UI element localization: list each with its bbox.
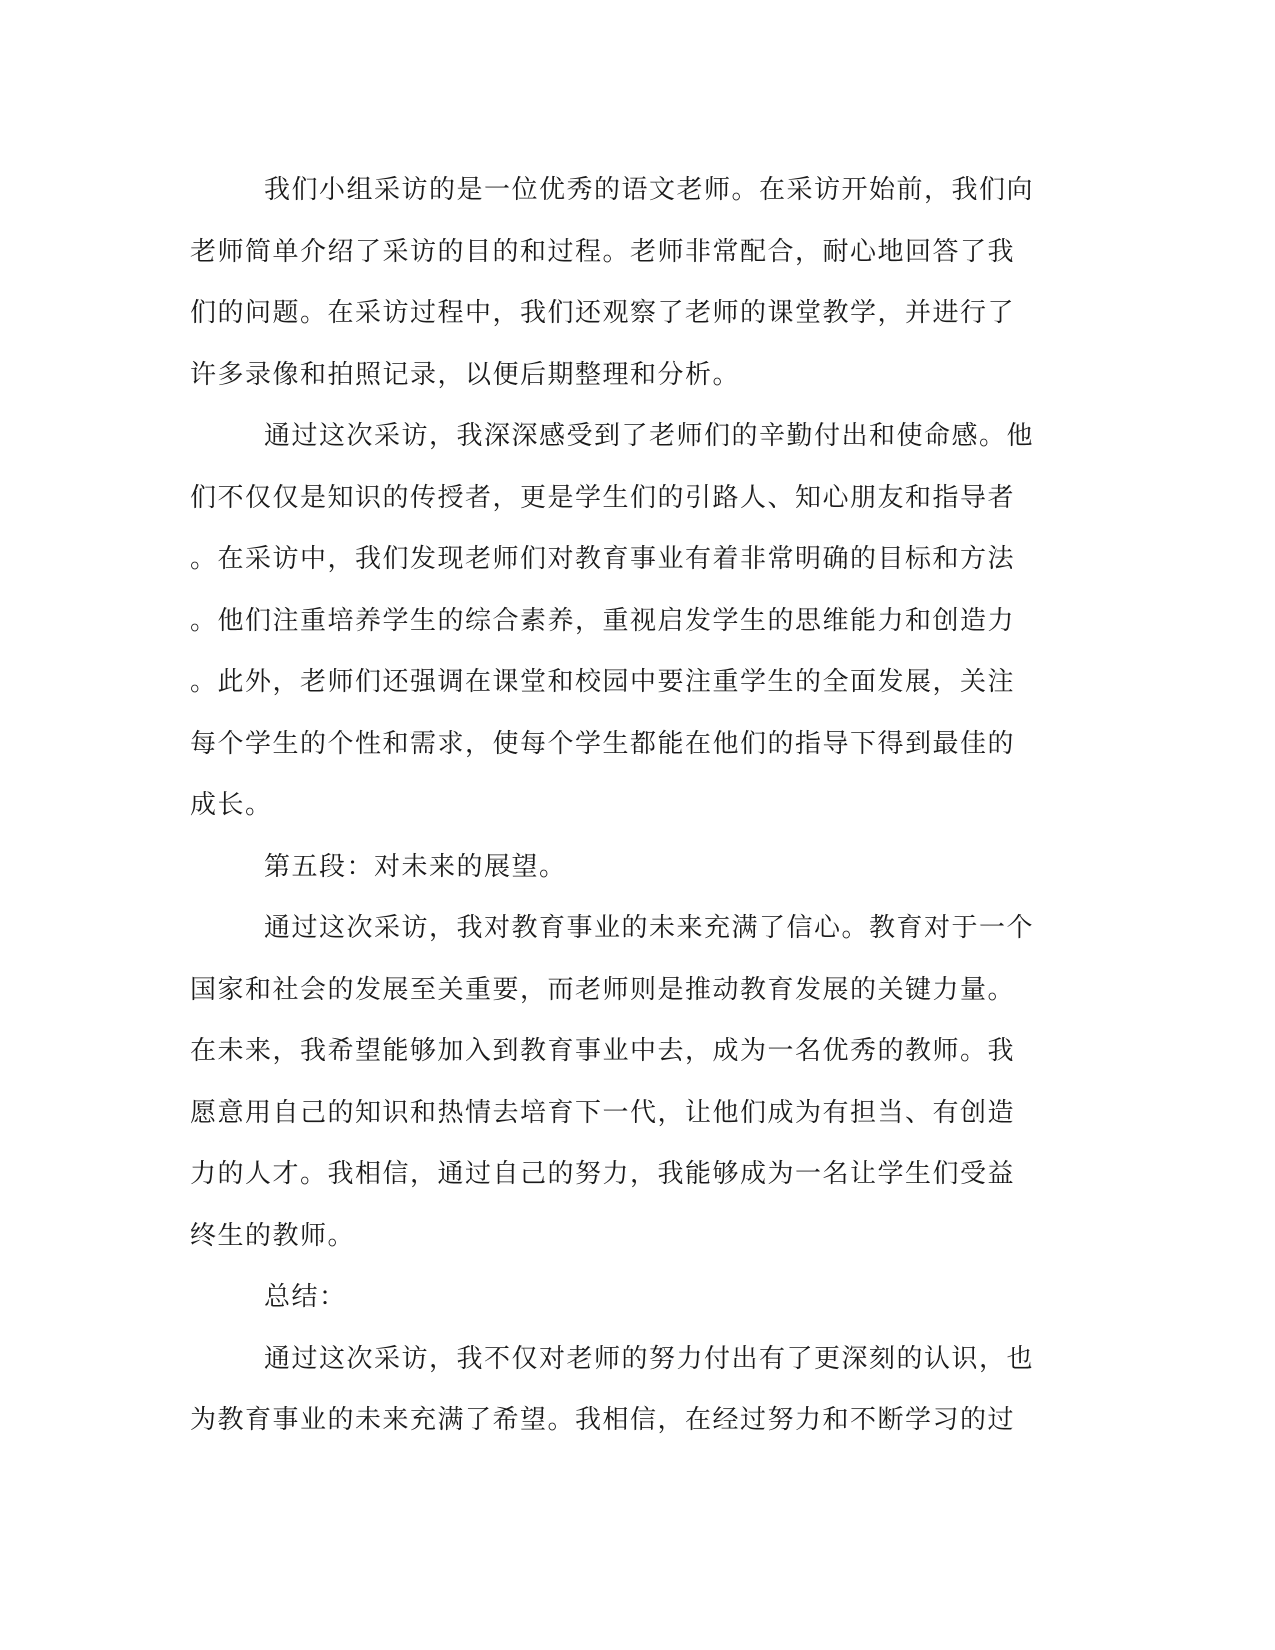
text-line: 。他们注重培养学生的综合素养，重视启发学生的思维能力和创造力 bbox=[190, 605, 1016, 636]
section-heading: 总结： bbox=[264, 1282, 347, 1312]
document-body bbox=[190, 160, 1080, 1452]
text-line: 。在采访中，我们发现老师们对教育事业有着非常明确的目标和方法 bbox=[190, 544, 1016, 574]
text-line: 们的问题。在采访过程中，我们还观察了老师的课堂教学，并进行了 bbox=[190, 298, 1016, 328]
section-heading: 第五段：对未来的展望。 bbox=[264, 851, 567, 882]
text-line: 终生的教师。 bbox=[190, 1220, 356, 1251]
text-line: 力的人才。我相信，通过自己的努力，我能够成为一名让学生们受益 bbox=[190, 1159, 1016, 1189]
text-line: 老师简单介绍了采访的目的和过程。老师非常配合，耐心地回答了我 bbox=[190, 236, 1016, 267]
text-line: 成长。 bbox=[190, 790, 273, 820]
text-line: 通过这次采访，我对教育事业的未来充满了信心。教育对于一个 bbox=[264, 913, 1035, 943]
text-line: 们不仅仅是知识的传授者，更是学生们的引路人、知心朋友和指导者 bbox=[190, 482, 1016, 513]
text-line: 我们小组采访的是一位优秀的语文老师。在采访开始前，我们向 bbox=[264, 175, 1035, 205]
text-line: 。此外，老师们还强调在课堂和校园中要注重学生的全面发展，关注 bbox=[190, 667, 1016, 697]
text-line: 通过这次采访，我不仅对老师的努力付出有了更深刻的认识，也 bbox=[264, 1343, 1035, 1374]
text-line: 通过这次采访，我深深感受到了老师们的辛勤付出和使命感。他 bbox=[264, 421, 1035, 451]
text-line: 许多录像和拍照记录，以便后期整理和分析。 bbox=[190, 359, 741, 390]
text-line: 愿意用自己的知识和热情去培育下一代，让他们成为有担当、有创造 bbox=[190, 1097, 1016, 1128]
text-line: 每个学生的个性和需求，使每个学生都能在他们的指导下得到最佳的 bbox=[190, 728, 1016, 759]
text-line: 在未来，我希望能够加入到教育事业中去，成为一名优秀的教师。我 bbox=[190, 1036, 1016, 1066]
text-line: 为教育事业的未来充满了希望。我相信，在经过努力和不断学习的过 bbox=[190, 1405, 1016, 1435]
text-line: 国家和社会的发展至关重要，而老师则是推动教育发展的关键力量。 bbox=[190, 974, 1016, 1005]
